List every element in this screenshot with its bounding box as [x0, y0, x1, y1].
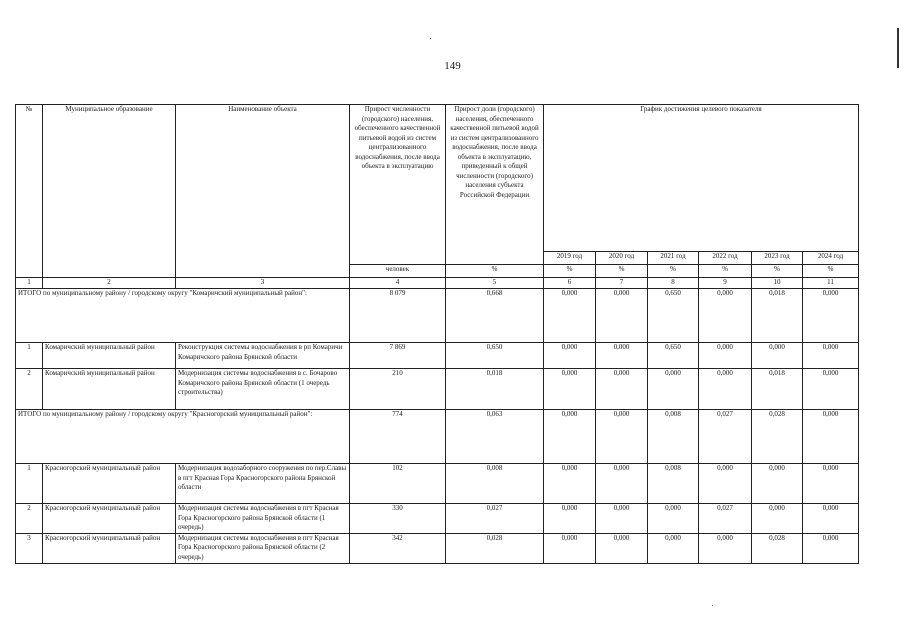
header-row [16, 105, 859, 252]
people-value: 7 869 [350, 343, 446, 369]
year-value: 0,000 [803, 369, 859, 410]
year-value: 0,027 [699, 504, 752, 534]
year-value: 0,028 [752, 410, 803, 464]
row-number: 3 [16, 533, 43, 563]
municipality-cell: Комаричский муниципальный район [43, 369, 176, 410]
share-value: 0,668 [446, 289, 544, 343]
object-row [16, 464, 859, 504]
object-name-cell: Модернизация системы водоснабжения в пгт Красная Гора Красногорского района Брянской области (1 очередь) [176, 504, 350, 534]
year-value: 0,000 [699, 533, 752, 563]
header-schedule: График достижения целевого показателя [544, 105, 859, 252]
unit-percent: % [699, 265, 752, 278]
year-value: 0,000 [803, 410, 859, 464]
column-number: 9 [699, 278, 752, 289]
share-value: 0,008 [446, 464, 544, 504]
unit-percent: % [752, 265, 803, 278]
header-year: 2021 год [648, 252, 699, 265]
object-row [16, 533, 859, 563]
people-value: 342 [350, 533, 446, 563]
header-year: 2023 год [752, 252, 803, 265]
column-numbers-row [16, 278, 859, 289]
row-number: 2 [16, 369, 43, 410]
year-value: 0,000 [699, 369, 752, 410]
share-value: 0,027 [446, 504, 544, 534]
row-number: 2 [16, 504, 43, 534]
target-indicator-table [15, 104, 859, 564]
header-population-growth: Прирост численности (городского) населения, обеспеченного качественной питьевой водой из систем централизованного водоснабжения, после ввода объекта в эксплуатацию [350, 105, 446, 265]
year-value: 0,000 [596, 464, 648, 504]
row-number: 1 [16, 464, 43, 504]
column-number: 8 [648, 278, 699, 289]
people-value: 210 [350, 369, 446, 410]
year-value: 0,027 [699, 410, 752, 464]
year-value: 0,000 [699, 343, 752, 369]
object-name-cell: Модернизация системы водоснабжения в пгт Красная Гора Красногорского района Брянской области (2 очередь) [176, 533, 350, 563]
scan-speck [430, 38, 431, 39]
municipality-cell: Комаричский муниципальный район [43, 343, 176, 369]
column-number: 2 [43, 278, 176, 289]
year-value: 0,000 [596, 289, 648, 343]
object-row [16, 504, 859, 534]
municipality-cell: Красногорский муниципальный район [43, 533, 176, 563]
year-value: 0,000 [648, 369, 699, 410]
year-value: 0,000 [803, 464, 859, 504]
column-number: 3 [176, 278, 350, 289]
share-value: 0,018 [446, 369, 544, 410]
row-number: 1 [16, 343, 43, 369]
column-number: 10 [752, 278, 803, 289]
share-value: 0,650 [446, 343, 544, 369]
year-value: 0,000 [699, 289, 752, 343]
share-value: 0,028 [446, 533, 544, 563]
total-label: ИТОГО по муниципальному району / городскому округу "Красногорский муниципальный район": [16, 410, 350, 464]
header-number: № [16, 105, 43, 278]
unit-percent: % [803, 265, 859, 278]
total-row [16, 410, 859, 464]
year-value: 0,000 [648, 504, 699, 534]
object-name-cell: Реконструкция системы водоснабжения в рп Комаричи Комаричского района Брянской области [176, 343, 350, 369]
year-value: 0,000 [544, 369, 596, 410]
column-number: 5 [446, 278, 544, 289]
share-value: 0,063 [446, 410, 544, 464]
header-municipality: Муниципальное образование [43, 105, 176, 278]
year-value: 0,000 [544, 533, 596, 563]
year-value: 0,650 [648, 343, 699, 369]
year-value: 0,000 [596, 410, 648, 464]
page-number: 149 [444, 60, 461, 72]
header-year: 2022 год [699, 252, 752, 265]
total-row [16, 289, 859, 343]
year-value: 0,000 [648, 533, 699, 563]
unit-percent: % [544, 265, 596, 278]
unit-people: человек [350, 265, 446, 278]
object-row [16, 343, 859, 369]
header-year: 2019 год [544, 252, 596, 265]
object-name-cell: Модернизация водозаборного сооружения по пер.Славы в пгт Красная Гора Красногорского района Брянской области [176, 464, 350, 504]
column-number: 7 [596, 278, 648, 289]
column-number: 6 [544, 278, 596, 289]
header-year: 2020 год [596, 252, 648, 265]
year-value: 0,018 [752, 289, 803, 343]
scan-speck [712, 605, 713, 606]
year-value: 0,000 [596, 533, 648, 563]
column-number: 11 [803, 278, 859, 289]
people-value: 8 079 [350, 289, 446, 343]
municipality-cell: Красногорский муниципальный район [43, 504, 176, 534]
unit-percent: % [596, 265, 648, 278]
year-value: 0,000 [803, 289, 859, 343]
year-value: 0,000 [544, 504, 596, 534]
year-value: 0,000 [596, 369, 648, 410]
object-name-cell: Модернизация системы водоснабжения в с. Бочарово Комаричского района Брянской области (1 очередь строительства) [176, 369, 350, 410]
year-value: 0,000 [803, 533, 859, 563]
year-value: 0,000 [544, 289, 596, 343]
scan-edge-mark [897, 28, 899, 68]
year-value: 0,000 [544, 410, 596, 464]
year-value: 0,008 [648, 464, 699, 504]
people-value: 102 [350, 464, 446, 504]
column-number: 1 [16, 278, 43, 289]
year-value: 0,000 [803, 343, 859, 369]
year-value: 0,000 [752, 464, 803, 504]
year-value: 0,018 [752, 369, 803, 410]
header-object-name: Наименование объекта [176, 105, 350, 278]
year-value: 0,008 [648, 410, 699, 464]
object-row [16, 369, 859, 410]
column-number: 4 [350, 278, 446, 289]
year-value: 0,028 [752, 533, 803, 563]
year-value: 0,000 [596, 343, 648, 369]
year-value: 0,000 [544, 343, 596, 369]
people-value: 330 [350, 504, 446, 534]
year-value: 0,000 [803, 504, 859, 534]
people-value: 774 [350, 410, 446, 464]
year-value: 0,650 [648, 289, 699, 343]
year-value: 0,000 [752, 504, 803, 534]
year-value: 0,000 [699, 464, 752, 504]
municipality-cell: Красногорский муниципальный район [43, 464, 176, 504]
unit-percent: % [446, 265, 544, 278]
year-value: 0,000 [752, 343, 803, 369]
year-value: 0,000 [544, 464, 596, 504]
total-label: ИТОГО по муниципальному району / городскому округу "Комаричский муниципальный район": [16, 289, 350, 343]
unit-percent: % [648, 265, 699, 278]
year-value: 0,000 [596, 504, 648, 534]
header-year: 2024 год [803, 252, 859, 265]
header-share-growth: Прирост доли (городского) населения, обеспеченного качественной питьевой водой из систем централизованного водоснабжения, после ввода объекта в эксплуатацию, приведенный к общей численности (городского) населения субъекта Российской Федерации [446, 105, 544, 265]
